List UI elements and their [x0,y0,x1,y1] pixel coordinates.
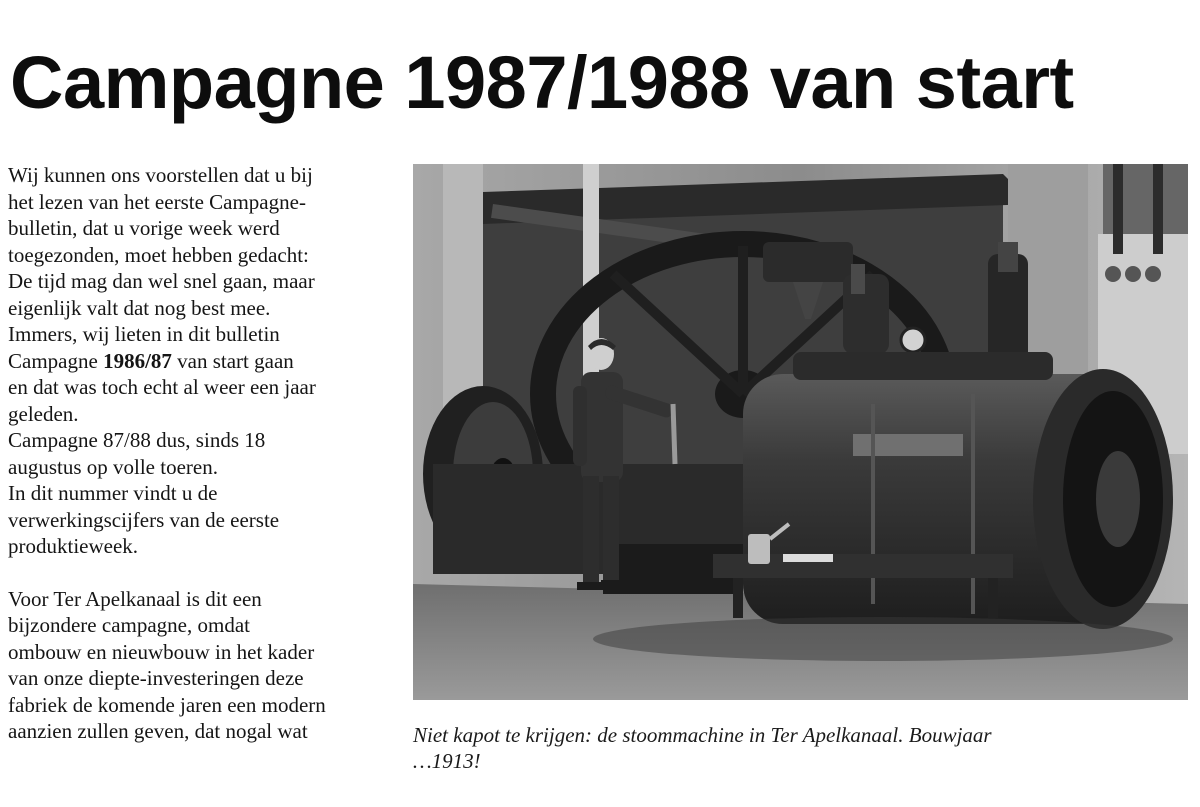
body-line-emphasis [8,348,398,375]
article-body [8,162,398,745]
steam-engine-photo [413,164,1188,700]
body-line: bijzondere campagne, omdat [8,613,250,637]
body-line: ombouw en nieuwbouw in het kader [8,639,315,664]
body-line: toegezonden, moet hebben gedacht: [8,242,309,267]
emphasis-bold: 1986/87 [103,348,172,373]
headline: Campagne 1987/1988 van start [10,41,1074,124]
paragraph-gap [8,560,398,586]
body-line: In dit nummer vindt u de [8,481,218,505]
caption-line: Niet kapot te krijgen: de stoommachine in Ter Apelkanaal. Bouwjaar [413,723,992,747]
body-line: van onze diepte-investeringen deze [8,666,304,690]
body-line: Voor Ter Apelkanaal is dit een [8,586,262,611]
body-line: eigenlijk valt dat nog best mee. [8,295,271,320]
body-line: geleden. [8,401,79,426]
emphasis-before: Campagne [8,348,104,373]
caption-line: …1913! [413,749,481,773]
body-line: De tijd mag dan wel snel gaan, maar [8,269,315,293]
body-line: produktieweek. [8,534,139,558]
body-line: Immers, wij lieten in dit bulletin [8,322,280,346]
body-line: fabriek de komende jaren een modern [8,692,326,717]
body-line: en dat was toch echt al weer een jaar [8,375,316,399]
body-line: bulletin, dat u vorige week werd [8,216,280,240]
body-line: Wij kunnen ons voorstellen dat u bij [8,163,313,187]
body-line: augustus op volle toeren. [8,454,218,479]
photo-caption [413,722,1173,774]
photo-illustration [413,164,1188,700]
body-line: aanzien zullen geven, dat nogal wat [8,719,308,743]
body-line: verwerkingscijfers van de eerste [8,507,280,532]
body-line: het lezen van het eerste Campagne- [8,189,306,214]
body-line: Campagne 87/88 dus, sinds 18 [8,428,266,452]
emphasis-after: van start gaan [171,348,294,373]
